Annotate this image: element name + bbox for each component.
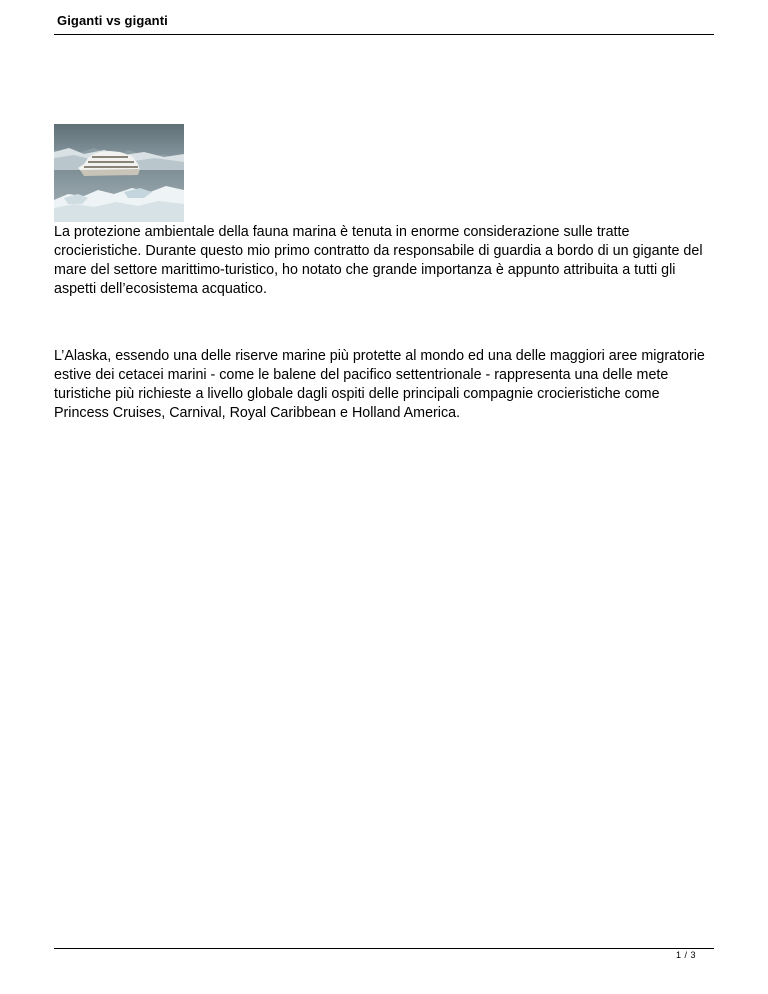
- header-divider: [54, 34, 714, 35]
- article-paragraph: La protezione ambientale della fauna marina è tenuta in enorme considerazione sulle tratte crocieristiche. Durante questo mio primo contratto da responsabile di guardia a bordo di un gigante del mare del settore marittimo-turistico, ho notato che grande importanza è appunto attribuita a tutti gli aspetti dell’ecosistema acquatico.: [54, 224, 703, 297]
- footer-divider: [54, 948, 714, 949]
- cruise-ship-glacier-photo: [54, 124, 184, 222]
- page-number: 1 / 3: [675, 950, 696, 960]
- article-paragraph: L’Alaska, essendo una delle riserve marine più protette al mondo ed una delle maggiori aree migratorie estive dei cetacei marini - come le balene del pacifico settentrionale - rappresenta una delle mete turistiche più richieste a livello globale dagli ospiti delle principali compagnie crocieristiche come Princess Cruises, Carnival, Royal Caribbean e Holland America.: [54, 348, 705, 421]
- page-header-title: Giganti vs giganti: [57, 13, 168, 28]
